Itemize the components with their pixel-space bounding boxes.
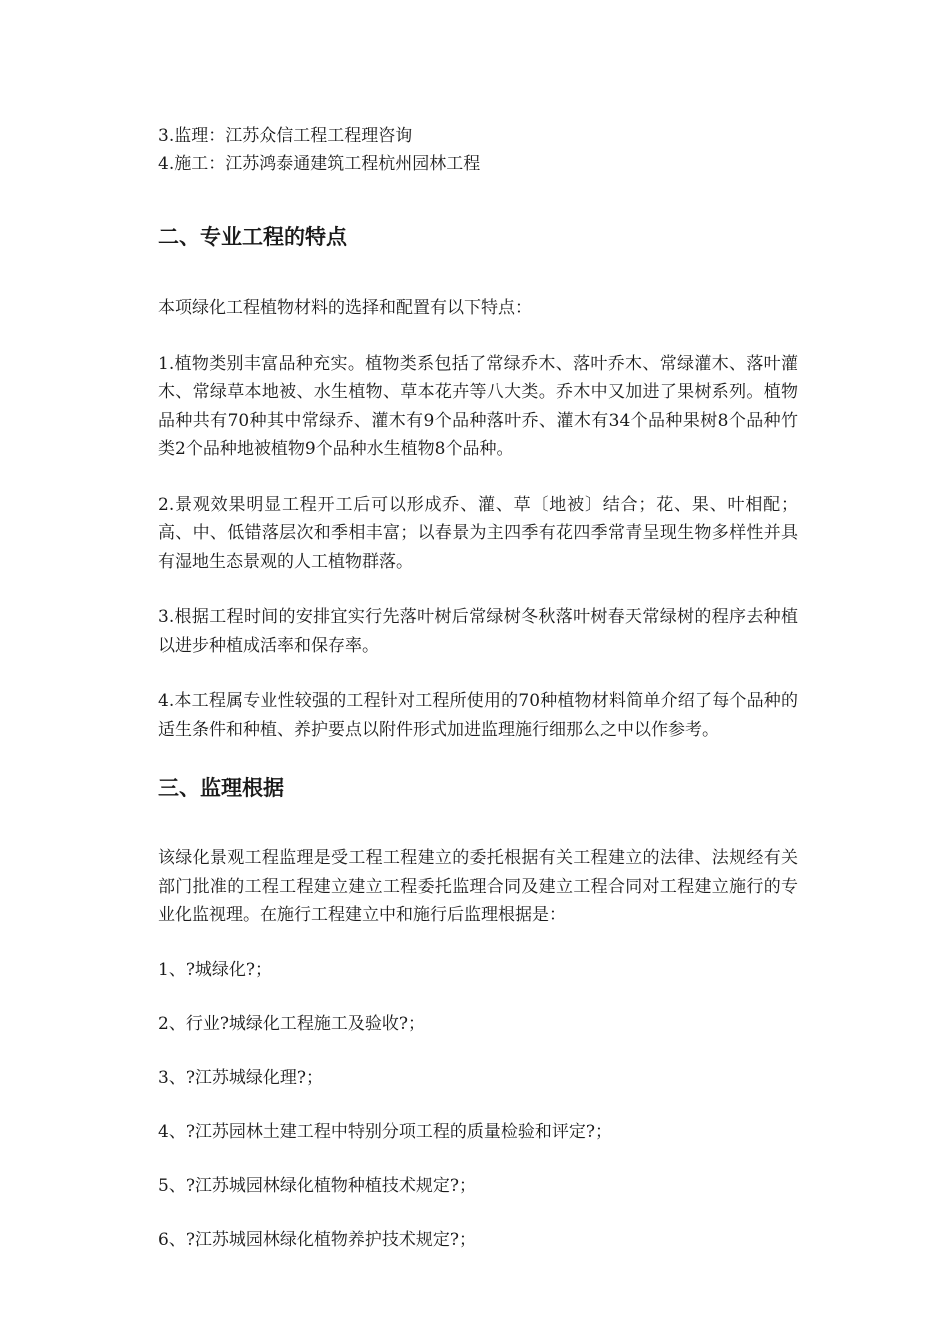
features-intro: 本项绿化工程植物材料的选择和配置有以下特点： bbox=[158, 298, 532, 318]
basis-intro: 该绿化景观工程监理是受工程工程建立的委托根据有关工程建立的法律、法规经有关部门批准的工程工程建立建立工程委托监理合同及建立工程合同对工程建立施行的专业化监视理。在施行工程建立中和施行后监理根据是： bbox=[158, 848, 798, 925]
document-page bbox=[158, 122, 798, 1254]
basis-item: 5、?江苏城园林绿化植物种植技术规定?； bbox=[158, 1175, 477, 1196]
basis-item: 1、?城绿化?； bbox=[158, 959, 273, 980]
feature-point-4: 4.本工程属专业性较强的工程针对工程所使用的70种植物材料简单介绍了每个品种的适生条件和种植、养护要点以附件形式加进监理施行细那么之中以作参考。 bbox=[158, 691, 798, 740]
feature-point-1: 1.植物类别丰富品种充实。植物类系包括了常绿乔木、落叶乔木、常绿灌木、落叶灌木、常绿草本地被、水生植物、草本花卉等八大类。乔木中又加进了果树系列。植物品种共有70种其中常绿乔、灌木有9个品种落叶乔、灌木有34个品种果树8个品种竹类2个品种地被植物9个品种水生植物8个品种。 bbox=[158, 353, 798, 459]
contractor-line: 4.施工：江苏鸿泰通建筑工程杭州园林工程 bbox=[158, 154, 481, 174]
feature-point-3: 3.根据工程时间的安排宜实行先落叶树后常绿树冬秋落叶树春天常绿树的程序去种植以进步种植成活率和保存率。 bbox=[158, 607, 798, 656]
supervisor-line: 3.监理：江苏众信工程工程理咨询 bbox=[158, 126, 413, 146]
feature-point-2: 2.景观效果明显工程开工后可以形成乔、灌、草〔地被〕结合；花、果、叶相配；高、中、低错落层次和季相丰富；以春景为主四季有花四季常青呈现生物多样性并具有湿地生态景观的人工植物群落。 bbox=[158, 494, 798, 572]
basis-item: 4、?江苏园林土建工程中特别分项工程的质量检验和评定?； bbox=[158, 1121, 613, 1142]
section-heading-basis: 三、监理根据 bbox=[158, 775, 284, 800]
basis-item: 2、行业?城绿化工程施工及验收?； bbox=[158, 1013, 426, 1034]
basis-item: 6、?江苏城园林绿化植物养护技术规定?； bbox=[158, 1229, 477, 1250]
section-heading-features: 二、专业工程的特点 bbox=[158, 224, 347, 249]
basis-item: 3、?江苏城绿化理?； bbox=[158, 1067, 324, 1088]
